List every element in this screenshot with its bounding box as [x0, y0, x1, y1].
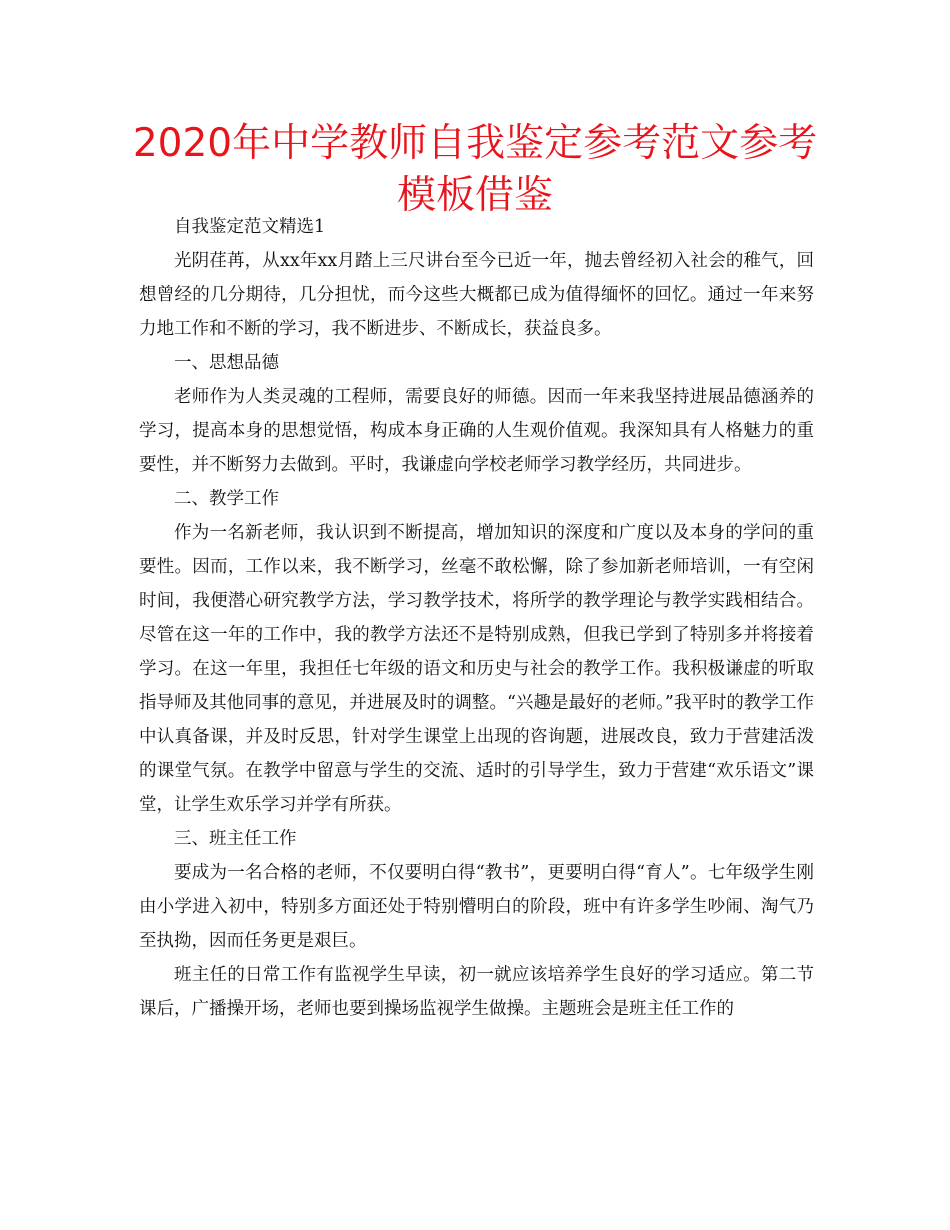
section-heading: 三、班主任工作	[174, 829, 297, 849]
paragraph: 作为一名新老师，我认识到不断提高，增加知识的深度和广度以及本身的学问的重要性。因而，工作以来，我不断学习，丝毫不敢松懈，除了参加新老师培训，一有空闲时间，我便潜心研究教学方法，学习教学技术，将所学的教学理论与教学实践相结合。尽管在这一年的工作中，我的教学方法还不是特别成熟，但我已学到了特别多并将接着学习。在这一年里，我担任七年级的语文和历史与社会的教学工作。我积极谦虚的听取指导师及其他同事的意见，并进展及时的调整。“兴趣是最好的老师。”我平时的教学工作中认真备课，并及时反思，针对学生课堂上出现的咨询题，进展改良，致力于营建活泼的课堂气氛。在教学中留意与学生的交流、适时的引导学生，致力于营建“欢乐语文”课堂，让学生欢乐学习并学有所获。	[139, 523, 814, 815]
document-body	[139, 210, 814, 1026]
paragraph: 班主任的日常工作有监视学生早读，初一就应该培养学生良好的学习适应。第二节课后，广播操开场，老师也要到操场监视学生做操。主题班会是班主任工作的	[139, 965, 814, 1019]
document-title: 2020年中学教师自我鉴定参考范文参考模板借鉴	[132, 121, 818, 218]
paragraph: 要成为一名合格的老师，不仅要明白得“教书”，更要明白得“育人”。七年级学生刚由小学进入初中，特别多方面还处于特别懵明白的阶段，班中有许多学生吵闹、淘气乃至执拗，因而任务更是艰巨。	[139, 863, 814, 951]
paragraph: 光阴荏苒，从xx年xx月踏上三尺讲台至今已近一年，抛去曾经初入社会的稚气，回想曾经的几分期待，几分担忧，而今这些大概都已成为值得缅怀的回忆。通过一年来努力地工作和不断的学习，我不断进步、不断成长，获益良多。	[139, 251, 814, 339]
section-heading: 一、思想品德	[174, 353, 279, 373]
section-heading: 自我鉴定范文精选1	[174, 217, 326, 237]
section-heading: 二、教学工作	[174, 489, 279, 509]
paragraph: 老师作为人类灵魂的工程师，需要良好的师德。因而一年来我坚持进展品德涵养的学习，提高本身的思想觉悟，构成本身正确的人生观价值观。我深知具有人格魅力的重要性，并不断努力去做到。平时，我谦虚向学校老师学习教学经历，共同进步。	[139, 387, 814, 475]
